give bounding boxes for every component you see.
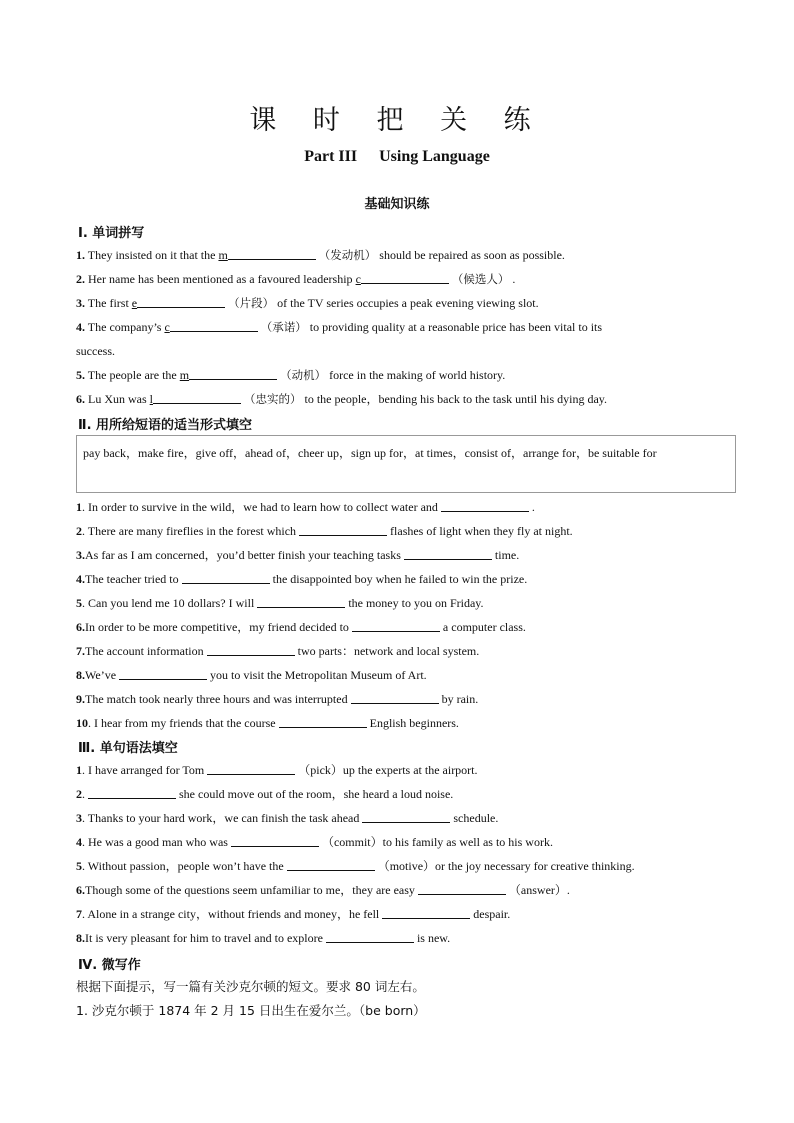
grammar-item	[76, 878, 721, 902]
item-text: by rain.	[441, 692, 479, 706]
initial-letter: c	[164, 320, 170, 334]
item-text: . Can you lend me 10 dollars? I will	[82, 596, 255, 610]
grammar-item	[76, 926, 721, 950]
answer-blank[interactable]	[228, 245, 316, 260]
answer-blank[interactable]	[351, 689, 439, 704]
phrase-item	[76, 543, 721, 567]
spelling-item-continued: success.	[76, 344, 115, 358]
item-text: We’ve	[85, 668, 117, 682]
item-number: 4	[76, 835, 82, 849]
spelling-item	[76, 267, 721, 291]
item-text: It is very pleasant for him to travel and to explore	[85, 931, 323, 945]
item-text: . Alone in a strange city，without friends and money，he fell	[82, 907, 380, 921]
spelling-item	[76, 243, 721, 267]
answer-blank[interactable]	[170, 317, 258, 332]
item-text: The teacher tried to	[85, 572, 179, 586]
item-number: 8.	[76, 668, 85, 682]
phrase-item	[76, 639, 721, 663]
item-number: 6.	[76, 620, 85, 634]
section4-instruction: 根据下面提示，写一篇有关沙克尔顿的短文。要求 80 词左右。	[76, 979, 425, 994]
grammar-item	[76, 854, 721, 878]
initial-letter: m	[179, 368, 190, 382]
item-text: the disappointed boy when he failed to win the prize.	[272, 572, 528, 586]
item-number: 1	[76, 500, 82, 514]
item-text: to providing quality at a reasonable price has been vital to its	[309, 320, 603, 334]
grammar-item	[76, 806, 721, 830]
spelling-item	[76, 291, 721, 315]
answer-blank[interactable]	[189, 365, 277, 380]
item-text: despair.	[473, 907, 511, 921]
item-number: 7	[76, 907, 82, 921]
answer-blank[interactable]	[153, 389, 241, 404]
phrase-box: pay back，make fire，give off，ahead of，cheer up，sign up for，at times，consist of，arrange for，be suitable for	[76, 435, 736, 493]
phrase-item	[76, 663, 721, 687]
section4-item-1: 1. 沙克尔顿于 1874 年 2 月 15 日出生在爱尔兰。（be born）	[76, 1003, 426, 1018]
item-text: two parts：network and local system.	[297, 644, 480, 658]
grammar-item	[76, 782, 721, 806]
answer-blank[interactable]	[88, 784, 176, 799]
phrase-item	[76, 519, 721, 543]
initial-letter: m	[218, 248, 228, 262]
item-text: The people are the	[87, 368, 177, 382]
chinese-hint: （承诺）	[260, 320, 307, 334]
item-number: 5.	[76, 368, 85, 382]
answer-blank[interactable]	[418, 880, 506, 895]
item-text: flashes of light when they fly at night.	[390, 524, 573, 538]
item-text: schedule.	[453, 811, 499, 825]
item-number: 3.	[76, 296, 85, 310]
item-text: （pick）up the experts at the airport.	[298, 763, 478, 777]
item-number: 7.	[76, 644, 85, 658]
item-number: 9.	[76, 692, 85, 706]
item-number: 6.	[76, 883, 85, 897]
page-title: 课 时 把 关 练	[249, 105, 545, 136]
item-text: The match took nearly three hours and was interrupted	[85, 692, 348, 706]
spelling-item	[76, 363, 721, 387]
item-text: is new.	[416, 931, 451, 945]
item-text: . Thanks to your hard work，we can finish the task ahead	[82, 811, 360, 825]
answer-blank[interactable]	[207, 760, 295, 775]
item-text: time.	[494, 548, 520, 562]
item-number: 2.	[76, 272, 85, 286]
subtitle-name: Using Language	[379, 148, 490, 165]
item-text: The company’s	[87, 320, 162, 334]
answer-blank[interactable]	[119, 665, 207, 680]
item-number: 2	[76, 787, 82, 801]
item-text: . He was a good man who was	[82, 835, 228, 849]
chinese-hint: （候选人）	[451, 272, 510, 286]
item-number: 4.	[76, 320, 85, 334]
item-text: The first	[87, 296, 129, 310]
item-text: of the TV series occupies a peak evening viewing slot.	[277, 296, 539, 310]
item-number: 1.	[76, 248, 85, 262]
initial-letter: c	[355, 272, 361, 286]
answer-blank[interactable]	[207, 641, 295, 656]
item-text: she could move out of the room，she heard a loud noise.	[179, 787, 454, 801]
section4-heading: Ⅳ. 微写作	[78, 958, 141, 973]
answer-blank[interactable]	[382, 904, 470, 919]
item-number: 6.	[76, 392, 85, 406]
answer-blank[interactable]	[326, 928, 414, 943]
section3-heading: Ⅲ. 单句语法填空	[78, 741, 178, 756]
chinese-hint: （片段）	[228, 296, 275, 310]
item-text: a computer class.	[442, 620, 526, 634]
item-number: 5	[76, 596, 82, 610]
answer-blank[interactable]	[257, 593, 345, 608]
item-number: 3.	[76, 548, 85, 562]
chinese-hint: （动机）	[280, 368, 327, 382]
item-text: to the people，bending his back to the task until his dying day.	[304, 392, 608, 406]
item-text: Her name has been mentioned as a favoured leadership	[88, 272, 353, 286]
answer-blank[interactable]	[231, 832, 319, 847]
phrase-item	[76, 567, 721, 591]
phrase-item	[76, 687, 721, 711]
item-number: 5	[76, 859, 82, 873]
answer-blank[interactable]	[182, 569, 270, 584]
item-text: In order to be more competitive，my friend decided to	[85, 620, 349, 634]
item-text: The account information	[85, 644, 204, 658]
subtitle-part: Part III	[304, 148, 358, 165]
item-text: （motive）or the joy necessary for creative thinking.	[377, 859, 635, 873]
phrase-item	[76, 615, 721, 639]
answer-blank[interactable]	[404, 545, 492, 560]
phrase-item	[76, 591, 721, 615]
item-text: force in the making of world history.	[329, 368, 506, 382]
item-number: 1	[76, 763, 82, 777]
section2-heading: Ⅱ. 用所给短语的适当形式填空	[78, 418, 253, 433]
item-text: you to visit the Metropolitan Museum of Art.	[210, 668, 427, 682]
page-subtitle	[0, 148, 794, 166]
answer-blank[interactable]	[279, 713, 367, 728]
item-text: . In order to survive in the wild，we had to learn how to collect water and	[82, 500, 438, 514]
section-group-heading: 基础知识练	[364, 197, 430, 212]
spelling-item	[76, 315, 721, 339]
answer-blank[interactable]	[362, 808, 450, 823]
initial-letter: e	[131, 296, 138, 310]
chinese-hint: （发动机）	[318, 248, 377, 262]
item-text: They insisted on it that the	[87, 248, 216, 262]
spelling-item	[76, 387, 721, 411]
chinese-hint: （忠实的）	[244, 392, 302, 406]
grammar-item	[76, 758, 721, 782]
answer-blank[interactable]	[287, 856, 375, 871]
section1-heading: Ⅰ. 单词拼写	[78, 226, 145, 241]
item-text: Though some of the questions seem unfamiliar to me，they are easy	[85, 883, 415, 897]
item-text: Lu Xun was	[88, 392, 147, 406]
grammar-item	[76, 830, 721, 854]
item-text: （answer）.	[508, 883, 570, 897]
item-text: English beginners.	[369, 716, 459, 730]
item-text: （commit）to his family as well as to his work.	[321, 835, 553, 849]
answer-blank[interactable]	[299, 521, 387, 536]
item-number: 4.	[76, 572, 85, 586]
item-number: 3	[76, 811, 82, 825]
item-text: . Without passion，people won’t have the	[82, 859, 284, 873]
item-number: 2	[76, 524, 82, 538]
item-text: As far as I am concerned，you’d better finish your teaching tasks	[85, 548, 401, 562]
item-text: .	[82, 787, 85, 801]
item-text: . I have arranged for Tom	[82, 763, 205, 777]
item-number: 10	[76, 716, 88, 730]
item-text: . There are many fireflies in the forest which	[82, 524, 297, 538]
answer-blank[interactable]	[441, 497, 529, 512]
answer-blank[interactable]	[137, 293, 225, 308]
answer-blank[interactable]	[361, 269, 449, 284]
initial-letter: l	[149, 392, 154, 406]
item-text: should be repaired as soon as possible.	[379, 248, 565, 262]
item-text: . I hear from my friends that the course	[88, 716, 276, 730]
item-number: 8.	[76, 931, 85, 945]
item-text: .	[512, 272, 516, 286]
grammar-item	[76, 902, 721, 926]
answer-blank[interactable]	[352, 617, 440, 632]
phrase-item	[76, 495, 721, 519]
phrase-item	[76, 711, 721, 735]
item-text: .	[531, 500, 535, 514]
item-text: the money to you on Friday.	[348, 596, 484, 610]
